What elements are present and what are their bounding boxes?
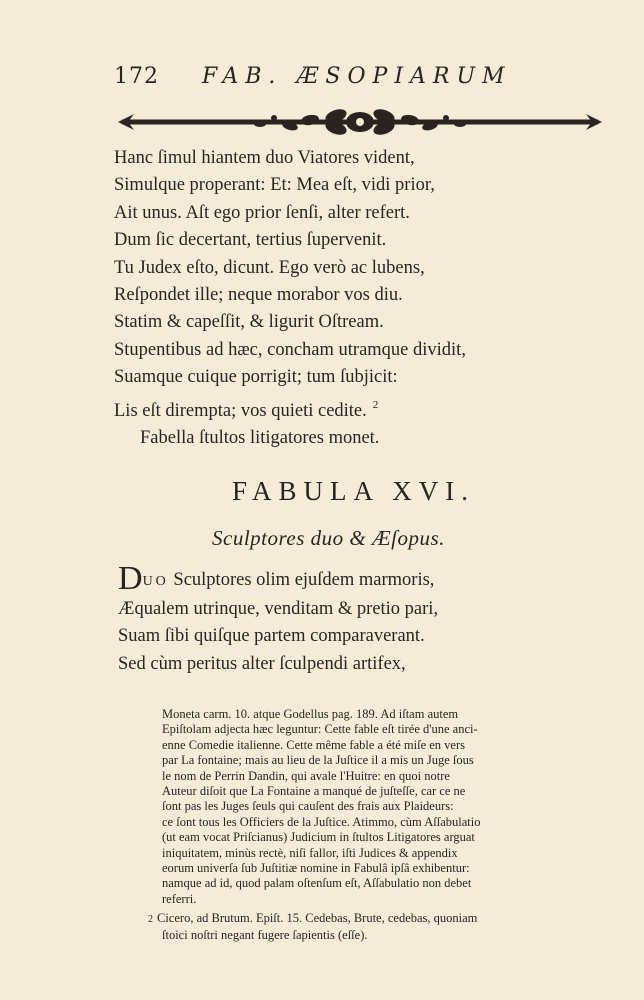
- footnote-line: Moneta carm. 10. atque Godellus pag. 189. Ad iſtam autem: [162, 707, 459, 721]
- running-head-title: FAB. ÆSOPIARUM: [202, 64, 512, 89]
- footnote-text: Cicero, ad Brutum. Epiſt. 15. Cedebas, Brute, cedebas, quoniam: [157, 911, 478, 926]
- footnote-line: referri.: [162, 891, 197, 906]
- footnote-line: Epiſtolam adjecta hæc leguntur: Cette fable eſt tirée d'une anci-: [162, 722, 478, 737]
- verse-line: Suamque cuique porrigit; tum ſubjicit:: [114, 367, 398, 388]
- footnote-line: [148, 911, 628, 927]
- footnotes: [148, 707, 628, 943]
- verse-line: Sed cùm peritus alter ſculpendi artifex,: [118, 653, 406, 674]
- footnote-line: le nom de Perrin Dandin, qui avale l'Huitre: en quoi notre: [162, 768, 450, 783]
- footnote-line: par La fontaine; mais au lieu de la Juſtice il a mis un Juge ſous: [162, 753, 474, 768]
- fable-title: FABULA XVI.: [232, 476, 476, 506]
- verse-line: Reſpondet ille; neque morabor vos diu.: [114, 285, 403, 306]
- verse-line: Statim & capeſſit, & ligurit Oſtream.: [114, 312, 384, 333]
- running-header: [114, 60, 534, 92]
- small-caps-text: UO: [142, 574, 169, 589]
- footnote-line: ce ſont tous les Officiers de la Juſtice. Atimmo, cùm Aſſabulatio: [162, 814, 481, 829]
- drop-cap: D: [118, 560, 143, 597]
- fable-moral: Fabella ſtultos litigatores monet.: [140, 428, 380, 449]
- verse-line: Simulque properant: Et: Mea eſt, vidi prior,: [114, 175, 435, 196]
- footnote-line: enne Comedie italienne. Cette même fable a été miſe en vers: [162, 737, 465, 752]
- verse-line-rest: Sculptores olim ejuſdem marmoris,: [168, 570, 435, 590]
- floral-headpiece-icon: [114, 102, 606, 142]
- verse-line: Ait unus. Aſt ego prior ſenſi, alter refert.: [114, 202, 410, 223]
- page-number: 172: [114, 64, 159, 89]
- footnote-reference: 2: [372, 398, 379, 411]
- footnote-line: namque ad id, quod palam oſtenſum eſt, Aſſabulatio non debet: [162, 876, 472, 891]
- verse-line: Suam ſibi quiſque partem comparaverant.: [118, 626, 425, 647]
- verse-line: Dum ſic decertant, tertius ſupervenit.: [114, 230, 387, 251]
- verse-line: Lis eſt dirempta; vos quieti cedite.: [114, 400, 367, 421]
- verse-line: Æqualem utrinque, venditam & pretio pari,: [118, 598, 439, 619]
- verse-line: Tu Judex eſto, dicunt. Ego verò ac lubens,: [114, 257, 425, 278]
- verse-line-with-note: [114, 392, 544, 425]
- fable-subtitle: Sculptores duo & Æſopus.: [212, 526, 445, 550]
- footnote-line: (ut eam vocat Priſcianus) Judicium in ſtultos Litigatores arguat: [162, 830, 475, 845]
- verse-first-line: [118, 560, 548, 597]
- footnote-line: ſtoici noſtri negant fugere ſapientis (eſſe).: [162, 927, 368, 942]
- verse-line: Hanc ſimul hiantem duo Viatores vident,: [114, 148, 415, 168]
- footnote-line: Auteur diſoit que La Fontaine a manqué de juſteſſe, car ce ne: [162, 784, 466, 799]
- footnote-line: ſont pas les Juges ſeuls qui cauſent des frais aux Plaideurs:: [162, 799, 454, 814]
- footnote-marker: 2: [148, 914, 153, 926]
- fable-verse-block: [118, 560, 548, 678]
- verse-block: [114, 145, 544, 452]
- footnote-line: iniquitatem, minùs rectè, niſi fallor, iſti Judices & appendix: [162, 845, 458, 860]
- verse-line: Stupentibus ad hæc, concham utramque dividit,: [114, 339, 466, 360]
- footnote-line: eorum univerſa ſub Juſtitiæ nomine in Fabulâ ipſâ exhibentur:: [162, 861, 470, 876]
